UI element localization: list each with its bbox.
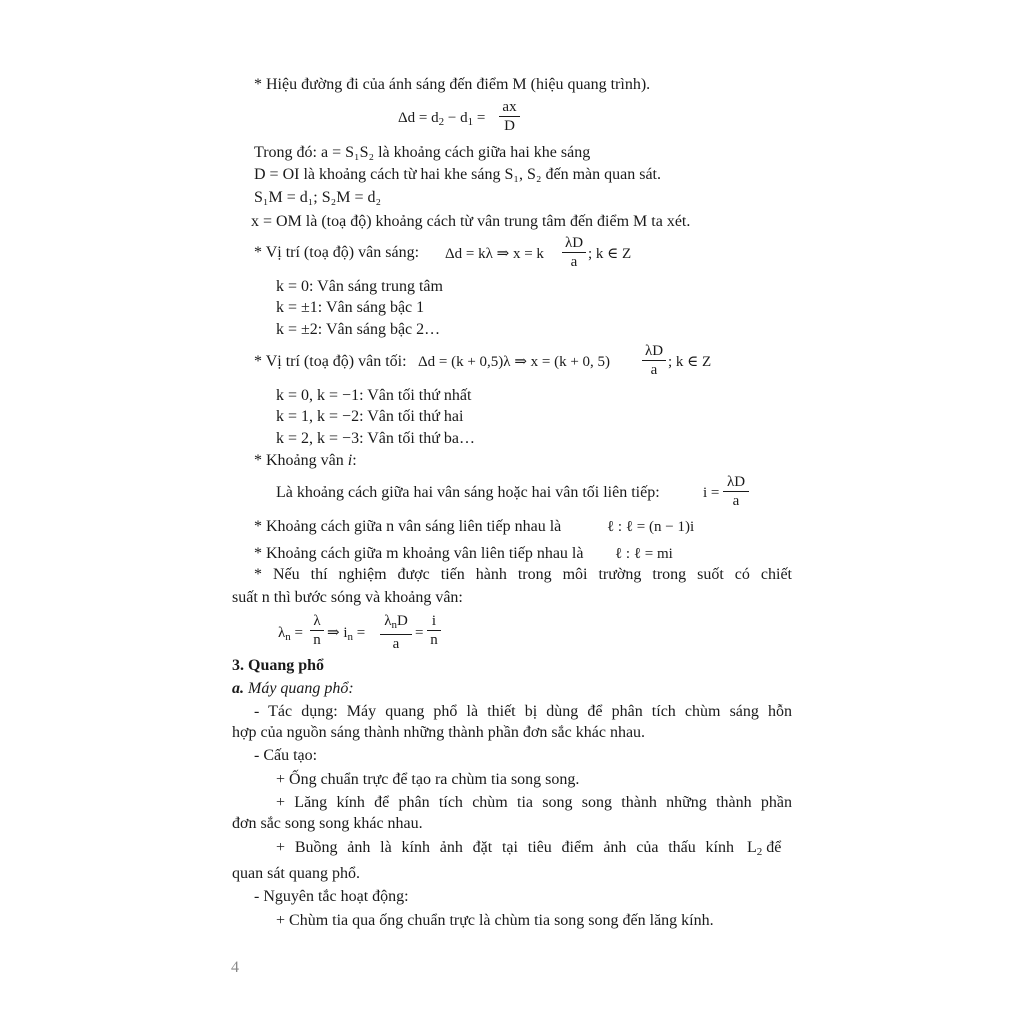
page-number: 4 <box>231 959 239 976</box>
text-line: * Hiệu đường đi của ánh sáng đến điểm M (hiệu quang trình). <box>254 76 651 93</box>
text-line: * Vị trí (toạ độ) vân sáng: <box>254 244 420 261</box>
text-line: * Nếu thí nghiệm được tiến hành trong môi trường trong suốt có chiết <box>254 566 792 583</box>
text-line: * Khoảng cách giữa m khoảng vân liên tiếp nhau là <box>254 545 584 562</box>
formula-bright-fringe-fraction: λD a <box>562 235 586 270</box>
text-line: * Vị trí (toạ độ) vân tối: <box>254 353 407 370</box>
text-line: Là khoảng cách giữa hai vân sáng hoặc hai vân tối liên tiếp: <box>276 484 660 501</box>
text-line: k = 0, k = −1: Vân tối thứ nhất <box>276 387 472 404</box>
text-line: suất n thì bước sóng và khoảng vân: <box>232 589 463 606</box>
text-line: S₁M = d₁; S₂M = d₂ <box>254 189 382 206</box>
formula-n-fringes: ℓ : ℓ = (n − 1)i <box>607 519 695 535</box>
formula-dark-fringe-b: ; k ∈ Z <box>668 354 712 370</box>
formula-medium-fraction-1: λ n <box>310 613 324 648</box>
formula-bright-fringe-b: ; k ∈ Z <box>588 246 632 262</box>
text-line: quan sát quang phổ. <box>232 865 360 882</box>
text-line: + Lăng kính để phân tích chùm tia song song thành những thành phần <box>276 794 792 811</box>
formula-medium-i: ⇒ $i_n$ = <box>327 625 366 643</box>
formula-path-difference-fraction: ax D <box>499 99 520 134</box>
text-line: Trong đó: a = S₁S₂ là khoảng cách giữa hai khe sáng <box>254 144 591 161</box>
formula-medium-fraction-2: $\lambda_nD$ a <box>380 613 412 652</box>
text-line: k = 2, k = −3: Vân tối thứ ba… <box>276 430 475 447</box>
text-line: $L_2$ để <box>747 839 782 858</box>
text-line: k = 0: Vân sáng trung tâm <box>276 278 443 295</box>
text-line: k = ±1: Vân sáng bậc 1 <box>276 299 425 316</box>
section-heading: 3. Quang phổ <box>232 657 325 674</box>
formula-dark-fringe-a: Δd = (k + 0,5)λ ⇒ x = (k + 0, 5) <box>418 354 611 370</box>
text-line: + Ống chuẩn trực để tạo ra chùm tia song song. <box>276 771 580 788</box>
text-line: x = OM là (toạ độ) khoảng cách từ vân trung tâm đến điểm M ta xét. <box>251 213 691 230</box>
text-line: k = ±2: Vân sáng bậc 2… <box>276 321 441 338</box>
formula-fringe-spacing-fraction: λD a <box>723 474 749 509</box>
subsection-heading: a. Máy quang phổ: <box>232 680 354 697</box>
text-line: - Nguyên tắc hoạt động: <box>254 888 409 905</box>
formula-dark-fringe-fraction: λD a <box>642 343 666 378</box>
text-line: k = 1, k = −2: Vân tối thứ hai <box>276 408 464 425</box>
text-line: - Tác dụng: Máy quang phổ là thiết bị dùng để phân tích chùm sáng hỗn <box>254 703 792 720</box>
formula-medium-fraction-3: i n <box>427 613 441 648</box>
text-line: * Khoảng vân i: <box>254 452 357 469</box>
text-line: + Buồng ảnh là kính ảnh đặt tại tiêu điểm ảnh của thấu kính <box>276 839 734 856</box>
formula-medium-lambda: $\lambda_n$ = <box>278 625 303 643</box>
text-line: hợp của nguồn sáng thành những thành phần đơn sắc khác nhau. <box>232 724 646 741</box>
formula-medium-eq: = <box>415 625 424 641</box>
formula-bright-fringe-a: Δd = kλ ⇒ x = k <box>445 246 544 262</box>
formula-m-spacings: ℓ : ℓ = mi <box>615 546 673 562</box>
text-line: + Chùm tia qua ống chuẩn trực là chùm tia song song đến lăng kính. <box>276 912 714 929</box>
formula-path-difference-lhs: $\Delta d = d_2 - d_1$ = <box>398 110 486 128</box>
text-line: * Khoảng cách giữa n vân sáng liên tiếp nhau là <box>254 518 562 535</box>
text-line: đơn sắc song song khác nhau. <box>232 815 423 832</box>
text-line: - Cấu tạo: <box>254 747 318 764</box>
text-line: D = OI là khoảng cách từ hai khe sáng S₁, S₂ đến màn quan sát. <box>254 166 661 183</box>
formula-fringe-spacing-lhs: i = <box>703 485 720 501</box>
